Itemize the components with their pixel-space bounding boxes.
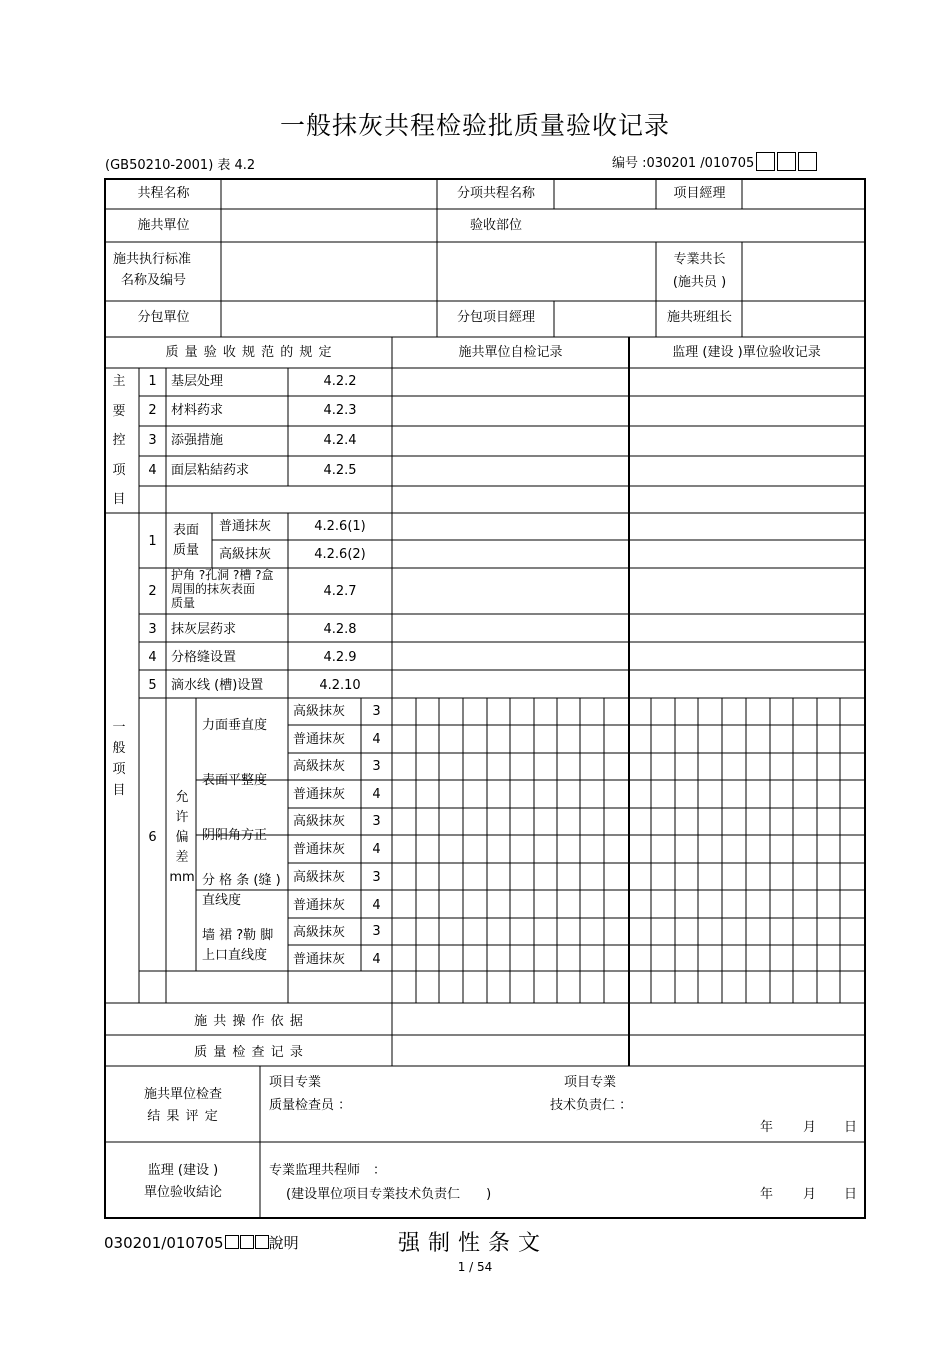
deviation-label-char: 许 <box>175 810 189 825</box>
acceptance-part-field[interactable] <box>555 211 863 241</box>
project-name-field[interactable] <box>222 180 437 208</box>
deviation-high-value: 3 <box>372 924 381 939</box>
main-item-name: 材料药求 <box>171 403 224 418</box>
main-item-ref: 4.2.5 <box>323 463 357 478</box>
deviation-item-name: 表面平整度 <box>202 773 268 788</box>
record-number-separator: / <box>700 156 705 171</box>
quality-record-label: 质 量 检 查 记 录 <box>194 1045 304 1060</box>
deviation-label-char: 允 <box>175 790 189 805</box>
subcontract-manager-field[interactable] <box>555 302 655 336</box>
evaluation-day: 日 <box>844 1120 858 1135</box>
sub-project-name-field[interactable] <box>555 180 655 208</box>
general-item-number: 4 <box>148 650 157 665</box>
page-title: 一般抹灰共程检验批质量验收记录 <box>279 111 670 140</box>
label-standard-name-2: 名称及编号 <box>121 273 187 288</box>
item5-name: 滴水线 (槽)设置 <box>171 678 264 693</box>
evaluation-left-2: 质量检查员 ： <box>269 1098 352 1113</box>
mandatory-clauses-heading: 强制性条文 <box>398 1231 549 1256</box>
footer-note <box>104 1232 299 1253</box>
number-box <box>240 1235 254 1249</box>
conclusion-label-1: 监理 (建设 ) <box>147 1163 219 1178</box>
deviation-item-name: 分 格 条 (缝 ) <box>202 873 281 888</box>
standard-reference: (GB50210-2001) 表 4.2 <box>105 158 256 173</box>
evaluation-month: 月 <box>803 1120 817 1135</box>
deviation-high-value: 3 <box>372 704 381 719</box>
construction-unit-field[interactable] <box>222 211 437 241</box>
foreman-field[interactable] <box>743 244 863 300</box>
main-label-char: 主 <box>112 374 126 389</box>
operation-basis-label: 施 共 操 作 依 据 <box>194 1014 304 1029</box>
main-item-name: 添强措施 <box>171 433 224 448</box>
column-header-spec: 质 量 验 收 规 范 的 规 定 <box>165 345 333 360</box>
column-header-self-check: 施共單位自检记录 <box>458 345 563 360</box>
main-item-name: 面层粘結药求 <box>171 463 250 478</box>
footer-explanation: 說明 <box>268 1234 299 1252</box>
evaluation-year: 年 <box>760 1120 774 1135</box>
main-item-number: 4 <box>148 463 157 478</box>
item4-ref: 4.2.9 <box>323 650 357 665</box>
main-label-char: 要 <box>112 404 126 419</box>
main-label-char: 目 <box>112 492 126 507</box>
footer-code: 030201/010705 <box>104 1234 224 1252</box>
conclusion-day: 日 <box>844 1187 858 1202</box>
record-number-prefix: 编号 :030201 <box>612 156 697 171</box>
deviation-item-name: 墙 裙 ?勒 脚 <box>202 928 274 943</box>
deviation-high-value: 3 <box>372 814 381 829</box>
team-leader-field[interactable] <box>743 302 863 336</box>
deviation-normal-label: 普通抹灰 <box>293 732 346 747</box>
conclusion-label-2: 單位验收結论 <box>143 1185 222 1200</box>
main-item-number: 2 <box>148 403 157 418</box>
main-item-ref: 4.2.2 <box>323 374 357 389</box>
high-plaster-label: 高級抹灰 <box>219 547 272 562</box>
deviation-normal-value: 4 <box>372 732 381 747</box>
deviation-normal-value: 4 <box>372 952 381 967</box>
quality-record-field[interactable] <box>393 1038 863 1066</box>
item3-name: 抹灰层药求 <box>171 622 237 637</box>
item2-ref: 4.2.7 <box>323 584 357 599</box>
general-item-number: 3 <box>148 622 157 637</box>
label-project-name: 共程名称 <box>137 186 190 201</box>
record-number-suffix: 010705 <box>704 156 755 171</box>
evaluation-left-1: 项目专業 <box>269 1075 322 1090</box>
label-foreman-2: (施共员 ) <box>672 275 727 290</box>
deviation-item-name: 阴阳角方正 <box>202 828 268 843</box>
evaluation-right-2: 技术负责仁 ： <box>550 1098 633 1113</box>
item2-name-line: 质量 <box>171 596 196 610</box>
conclusion-year: 年 <box>760 1187 774 1202</box>
label-subcontract-unit: 分包單位 <box>137 310 190 325</box>
general-item-number: 2 <box>148 584 157 599</box>
item2-name-line: 周围的抹灰表面 <box>171 582 256 596</box>
label-project-manager: 项目經理 <box>673 186 726 201</box>
conclusion-month: 月 <box>803 1187 817 1202</box>
deviation-high-value: 3 <box>372 759 381 774</box>
high-plaster-ref: 4.2.6(2) <box>314 547 366 562</box>
deviation-high-label: 高級抹灰 <box>293 704 346 719</box>
deviation-high-value: 3 <box>372 870 381 885</box>
label-standard-name-1: 施共执行标准 <box>113 252 192 267</box>
item2-name-line: 护角 ?孔洞 ?槽 ?盒 <box>171 568 274 582</box>
deviation-normal-value: 4 <box>372 842 381 857</box>
label-foreman-1: 专業共长 <box>673 252 726 267</box>
deviation-normal-label: 普通抹灰 <box>293 787 346 802</box>
deviation-normal-value: 4 <box>372 898 381 913</box>
surface-label-2: 质量 <box>173 543 200 558</box>
general-label-char: 般 <box>112 741 126 756</box>
evaluation-label-2: 结 果 评 定 <box>147 1109 219 1124</box>
operation-basis-field[interactable] <box>393 1007 863 1035</box>
project-manager-field[interactable] <box>743 180 863 208</box>
deviation-high-label: 高級抹灰 <box>293 925 346 940</box>
main-item-ref: 4.2.4 <box>323 433 357 448</box>
general-item-number: 1 <box>148 534 157 549</box>
standard-name-field[interactable] <box>222 244 656 300</box>
label-acceptance-part: 验收部位 <box>469 218 522 233</box>
evaluation-label-1: 施共單位检查 <box>143 1087 222 1102</box>
deviation-item-name-2: 上口直线度 <box>202 948 268 963</box>
main-label-char: 项 <box>112 463 126 478</box>
conclusion-line-1: 专業监理共程师 ： <box>269 1163 387 1178</box>
deviation-normal-value: 4 <box>372 787 381 802</box>
label-construction-unit: 施共單位 <box>137 218 190 233</box>
label-subcontract-manager: 分包项目經理 <box>456 310 535 325</box>
deviation-high-label: 高級抹灰 <box>293 759 346 774</box>
main-item-number: 1 <box>148 374 157 389</box>
label-team-leader: 施共班组长 <box>666 310 732 325</box>
item4-name: 分格缝设置 <box>171 650 237 665</box>
main-item-number: 3 <box>148 433 157 448</box>
column-header-supervision: 监理 (建设 )單位验收记录 <box>672 345 821 360</box>
deviation-label-char: 差 <box>175 850 189 865</box>
main-item-ref: 4.2.3 <box>323 403 357 418</box>
general-label-char: 目 <box>112 783 126 798</box>
subcontract-unit-field[interactable] <box>222 302 437 336</box>
general-label-char: 一 <box>112 720 126 735</box>
deviation-normal-label: 普通抹灰 <box>293 842 346 857</box>
item5-ref: 4.2.10 <box>319 678 361 693</box>
deviation-high-label: 高級抹灰 <box>293 814 346 829</box>
page-number: 1 / 54 <box>457 1260 493 1274</box>
main-item-name: 基层处理 <box>171 374 224 389</box>
deviation-label-char: 偏 <box>175 830 189 845</box>
evaluation-right-1: 项目专業 <box>564 1075 617 1090</box>
deviation-normal-label: 普通抹灰 <box>293 898 346 913</box>
number-box <box>255 1235 269 1249</box>
number-box <box>225 1235 239 1249</box>
main-label-char: 控 <box>112 433 126 448</box>
surface-label-1: 表面 <box>173 523 200 538</box>
deviation-item-name: 力面垂直度 <box>202 718 268 733</box>
deviation-high-label: 高級抹灰 <box>293 870 346 885</box>
item3-ref: 4.2.8 <box>323 622 357 637</box>
general-item-number: 5 <box>148 678 157 693</box>
deviation-normal-label: 普通抹灰 <box>293 952 346 967</box>
deviation-number: 6 <box>148 830 157 845</box>
label-sub-project-name: 分项共程名称 <box>456 186 535 201</box>
deviation-label-char: mm <box>169 870 195 885</box>
deviation-item-name-2: 直线度 <box>202 893 242 908</box>
normal-plaster-label: 普通抹灰 <box>219 519 272 534</box>
conclusion-line-2: (建设單位项目专業技术负责仁 ) <box>286 1187 492 1202</box>
general-label-char: 项 <box>112 762 126 777</box>
normal-plaster-ref: 4.2.6(1) <box>314 519 366 534</box>
